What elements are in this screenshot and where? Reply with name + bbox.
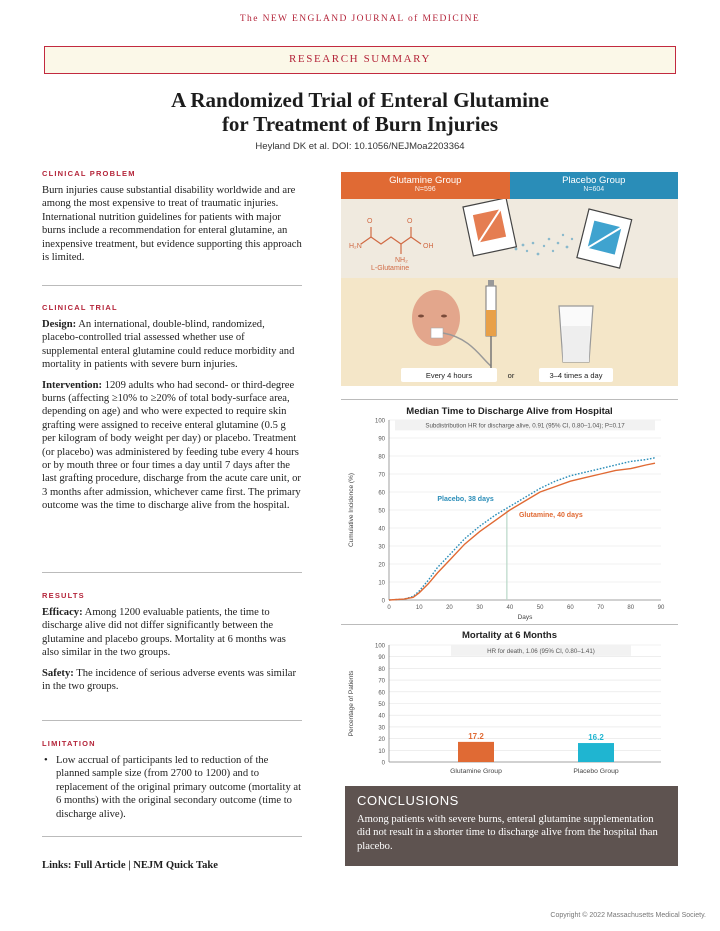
design-label: Design:: [42, 319, 77, 330]
chart-annotation: HR for death, 1.06 (95% CI, 0.80–1.41): [487, 647, 595, 655]
y-tick-label: 20: [378, 562, 385, 569]
conclusions-text: Among patients with severe burns, enteral glutamine supplementation did not result in a shorter time to discharge alive from the hospital than placebo.: [357, 814, 658, 852]
title-line-2: for Treatment of Burn Injuries: [221, 112, 499, 136]
y-axis-label: Cumulative Incidence (%): [348, 472, 355, 548]
x-tick-label: 50: [536, 605, 544, 611]
glutamine-molecule-icon: [341, 199, 678, 278]
clinical-problem-text: Burn injuries cause substantial disability worldwide and are among the most expensive to treat of traumatic injuries. International nutrition guidelines for patients with major burns include a recommendation for enteral glutamine, an inexpensive treatment, but evidence supporting this approach is limited.: [42, 185, 302, 264]
glutamine-group-n: N=596: [414, 186, 436, 193]
safety-text: The incidence of serious adverse events was similar in the two groups.: [42, 667, 296, 693]
group-header: [341, 172, 678, 199]
y-tick-label: 50: [378, 508, 385, 515]
efficacy-label: Efficacy:: [42, 607, 83, 618]
y-tick-label: 20: [378, 737, 385, 744]
results-heading: RESULTS: [42, 591, 85, 600]
title-line-1: A Randomized Trial of Enteral Glutamine: [171, 88, 549, 112]
divider: [42, 285, 302, 286]
or-label: or: [507, 371, 515, 380]
section-clinical-problem: [42, 169, 302, 264]
glutamine-series-line: [389, 463, 655, 600]
section-limitation: [42, 739, 302, 821]
y-tick-label: 40: [378, 713, 385, 720]
y-tick-label: 10: [378, 748, 385, 755]
research-summary-banner: RESEARCH SUMMARY: [44, 46, 676, 74]
bar-value-label: 16.2: [588, 733, 604, 743]
administration-illustration: [341, 278, 678, 386]
bullet-icon: •: [44, 755, 48, 766]
mortality-chart-panel: [341, 624, 678, 782]
patient-head-icon: [412, 290, 491, 366]
conclusions-heading: CONCLUSIONS: [357, 793, 459, 808]
placebo-group-header: [510, 172, 679, 199]
clinical-problem-heading: CLINICAL PROBLEM: [42, 169, 136, 178]
divider: [42, 572, 302, 573]
category-label: Placebo Group: [573, 768, 619, 775]
bar-value-label: 17.2: [468, 731, 484, 741]
discharge-line-chart: [341, 418, 678, 622]
y-tick-label: 80: [378, 454, 385, 461]
svg-text:O: O: [407, 218, 413, 225]
glutamine-series-label: Glutamine, 40 days: [518, 512, 583, 520]
byline: Heyland DK et al. DOI: 10.1056/NEJMoa2203364: [255, 141, 465, 152]
conclusions-box: [345, 786, 678, 866]
glutamine-packet-icon: [463, 199, 516, 256]
limitation-heading: LIMITATION: [42, 739, 96, 748]
efficacy-paragraph: [42, 606, 302, 660]
limitation-bullet: [42, 754, 302, 821]
x-tick-label: 30: [476, 605, 484, 611]
intervention-paragraph: [42, 379, 302, 513]
y-tick-label: 10: [378, 580, 385, 587]
administration-scene: [341, 278, 678, 386]
molecule-label: L-Glutamine: [371, 265, 410, 272]
glutamine-illustration: [341, 199, 678, 278]
glutamine-group-header: [341, 172, 510, 199]
safety-label: Safety:: [42, 667, 74, 679]
glutamine-group-name: Glutamine Group: [389, 175, 462, 186]
divider: [42, 720, 302, 721]
y-tick-label: 60: [378, 490, 385, 497]
category-label: Glutamine Group: [450, 768, 502, 775]
y-tick-label: 70: [378, 678, 385, 685]
links[interactable]: Links: Full Article | NEJM Quick Take: [42, 860, 218, 871]
every-4-hours-label: Every 4 hours: [425, 371, 473, 380]
y-axis-label: Percentage of Patients: [348, 670, 355, 737]
clinical-trial-heading: CLINICAL TRIAL: [42, 303, 118, 312]
placebo-group-n: N=604: [583, 186, 605, 193]
x-axis-label: Days: [517, 614, 533, 621]
safety-paragraph: [42, 667, 302, 694]
svg-text:H₂N: H₂N: [349, 243, 362, 250]
discharge-chart-panel: [341, 399, 678, 621]
design-paragraph: [42, 318, 302, 372]
syringe-icon: [486, 280, 496, 368]
discharge-chart-title: Median Time to Discharge Alive from Hospital: [406, 406, 613, 417]
svg-text:OH: OH: [423, 243, 434, 250]
x-tick-label: 20: [446, 605, 453, 611]
y-tick-label: 40: [378, 526, 385, 533]
svg-text:O: O: [367, 218, 373, 225]
section-results: [42, 591, 302, 693]
x-tick-label: 90: [657, 605, 665, 611]
mortality-bar-chart: [341, 641, 678, 783]
x-tick-label: 80: [627, 605, 635, 611]
glass-icon: [559, 306, 593, 362]
design-text: An international, double-blind, randomized, placebo-controlled trial assessed whether use of supplemental enteral glutamine could reduce morbidity and mortality in patients with severe burn injuries.: [42, 319, 295, 371]
y-tick-label: 90: [378, 655, 385, 662]
x-tick-label: 70: [597, 605, 604, 611]
placebo-series-line: [389, 458, 655, 600]
placebo-packet-icon: [577, 209, 632, 268]
times-a-day-label: 3–4 times a day: [549, 371, 603, 380]
y-tick-label: 30: [378, 544, 385, 551]
journal-masthead: The NEW ENGLAND JOURNAL of MEDICINE: [239, 14, 481, 24]
efficacy-text: Among 1200 evaluable patients, the time to discharge alive did not differ significantly between the glutamine and placebo groups. Mortality at 6 months was also similar in the two groups.: [42, 607, 286, 659]
limitation-text: Low accrual of participants led to reduction of the planned sample size (from 2700 to 1200) and to replacement of the original primary outcome (mortality at 6 months) with the original secondary outcome (time to discharge alive).: [56, 755, 302, 820]
mortality-chart-title: Mortality at 6 Months: [461, 630, 557, 641]
y-tick-label: 0: [381, 760, 385, 767]
y-tick-label: 50: [378, 702, 385, 708]
section-clinical-trial: [42, 303, 302, 513]
y-tick-label: 100: [374, 418, 385, 425]
placebo-series-label: Placebo, 38 days: [437, 496, 494, 503]
divider: [42, 836, 302, 837]
x-tick-label: 0: [387, 605, 391, 611]
copyright: Copyright © 2022 Massachusetts Medical Society.: [550, 912, 706, 919]
y-tick-label: 0: [381, 598, 385, 605]
y-tick-label: 60: [378, 690, 385, 697]
intervention-text: 1209 adults who had second- or third-degree burns (affecting ≥10% to ≥20% of total body-surface area, depending on age) and who were expected to require skin grafting were assigned to receive enteral glutamine (0.5 g per kilogram of body weight per day) or placebo. Treatment (or placebo) was administered by feeding tube every 4 hours or by mouth three or four times a day until 7 days after the last grafting procedure, discharge from the acute care unit, or 3 months after admission, whichever came first. The primary outcome was the time to discharge alive from the hospital.: [42, 379, 301, 512]
y-tick-label: 100: [374, 643, 385, 650]
placebo-group-name: Placebo Group: [562, 175, 626, 186]
intervention-label: Intervention:: [42, 379, 103, 391]
x-tick-label: 10: [415, 605, 423, 611]
article-title: [0, 88, 720, 136]
y-tick-label: 70: [378, 472, 385, 479]
bar-placebo: [578, 743, 614, 762]
y-tick-label: 90: [378, 436, 385, 443]
chart-annotation: Subdistribution HR for discharge alive, 0.91 (95% CI, 0.80–1.04); P=0.17: [425, 422, 625, 430]
x-tick-label: 40: [506, 605, 514, 611]
y-tick-label: 80: [378, 666, 385, 673]
bar-glutamine: [458, 742, 494, 762]
svg-text:NH₂: NH₂: [395, 257, 408, 264]
y-tick-label: 30: [378, 725, 385, 732]
x-tick-label: 60: [566, 605, 574, 611]
